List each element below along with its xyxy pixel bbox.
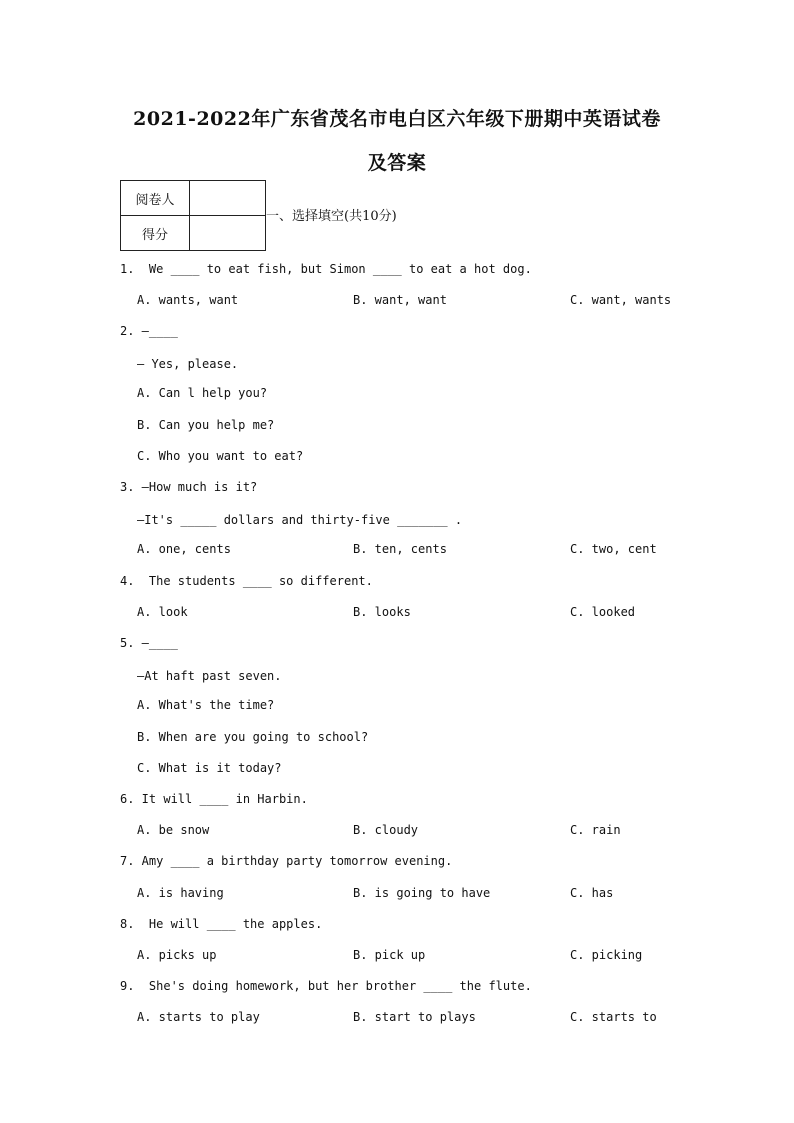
question-5: 5. —____ bbox=[120, 636, 178, 650]
q9-option-b: B. start to plays bbox=[353, 1010, 476, 1024]
q5-answer-line: —At haft past seven. bbox=[137, 669, 282, 683]
section-title: 一、选择填空(共10分) bbox=[266, 209, 397, 224]
q4-option-b: B. looks bbox=[353, 605, 411, 619]
q3-option-b: B. ten, cents bbox=[353, 542, 447, 556]
question-4: 4. The students ____ so different. bbox=[120, 574, 373, 588]
question-3: 3. —How much is it? bbox=[120, 480, 258, 494]
q3-answer-line: —It's _____ dollars and thirty-five _______ . bbox=[137, 513, 463, 527]
q6-option-c: C. rain bbox=[570, 823, 621, 837]
q9-option-a: A. starts to play bbox=[137, 1010, 260, 1024]
q7-option-b: B. is going to have bbox=[353, 886, 491, 900]
q5-option-c: C. What is it today? bbox=[137, 761, 282, 775]
q7-option-c: C. has bbox=[570, 886, 614, 900]
q8-option-c: C. picking bbox=[570, 948, 643, 962]
question-9: 9. She's doing homework, but her brother ____ the flute. bbox=[120, 979, 532, 993]
q5-option-a: A. What's the time? bbox=[137, 698, 275, 712]
q1-option-b: B. want, want bbox=[353, 293, 447, 307]
q1-option-a: A. wants, want bbox=[137, 293, 239, 307]
q6-option-b: B. cloudy bbox=[353, 823, 419, 837]
q1-option-c: C. want, wants bbox=[570, 293, 672, 307]
q3-option-c: C. two, cent bbox=[570, 542, 657, 556]
q6-option-a: A. be snow bbox=[137, 823, 210, 837]
q2-option-a: A. Can l help you? bbox=[137, 386, 268, 400]
q8-option-a: A. picks up bbox=[137, 948, 217, 962]
q2-option-b: B. Can you help me? bbox=[137, 418, 275, 432]
q4-option-c: C. looked bbox=[570, 605, 636, 619]
question-7: 7. Amy ____ a birthday party tomorrow evening. bbox=[120, 854, 453, 868]
q2-answer-line: — Yes, please. bbox=[137, 357, 239, 371]
question-8: 8. He will ____ the apples. bbox=[120, 917, 323, 931]
q4-option-a: A. look bbox=[137, 605, 188, 619]
reviewer-blank bbox=[190, 181, 266, 216]
score-label: 得分 bbox=[121, 216, 190, 251]
q5-option-b: B. When are you going to school? bbox=[137, 730, 369, 744]
page-title-continued: 及答案 bbox=[367, 152, 427, 174]
q7-option-a: A. is having bbox=[137, 886, 224, 900]
question-6: 6. It will ____ in Harbin. bbox=[120, 792, 308, 806]
q9-option-c: C. starts to bbox=[570, 1010, 657, 1024]
question-1: 1. We ____ to eat fish, but Simon ____ to eat a hot dog. bbox=[120, 262, 532, 276]
score-table bbox=[120, 180, 266, 251]
q8-option-b: B. pick up bbox=[353, 948, 426, 962]
q3-option-a: A. one, cents bbox=[137, 542, 231, 556]
reviewer-label: 阅卷人 bbox=[121, 181, 190, 216]
q2-option-c: C. Who you want to eat? bbox=[137, 449, 304, 463]
page-title: 2021-2022年广东省茂名市电白区六年级下册期中英语试卷 bbox=[133, 108, 661, 130]
question-2: 2. —____ bbox=[120, 324, 178, 338]
score-blank bbox=[190, 216, 266, 251]
